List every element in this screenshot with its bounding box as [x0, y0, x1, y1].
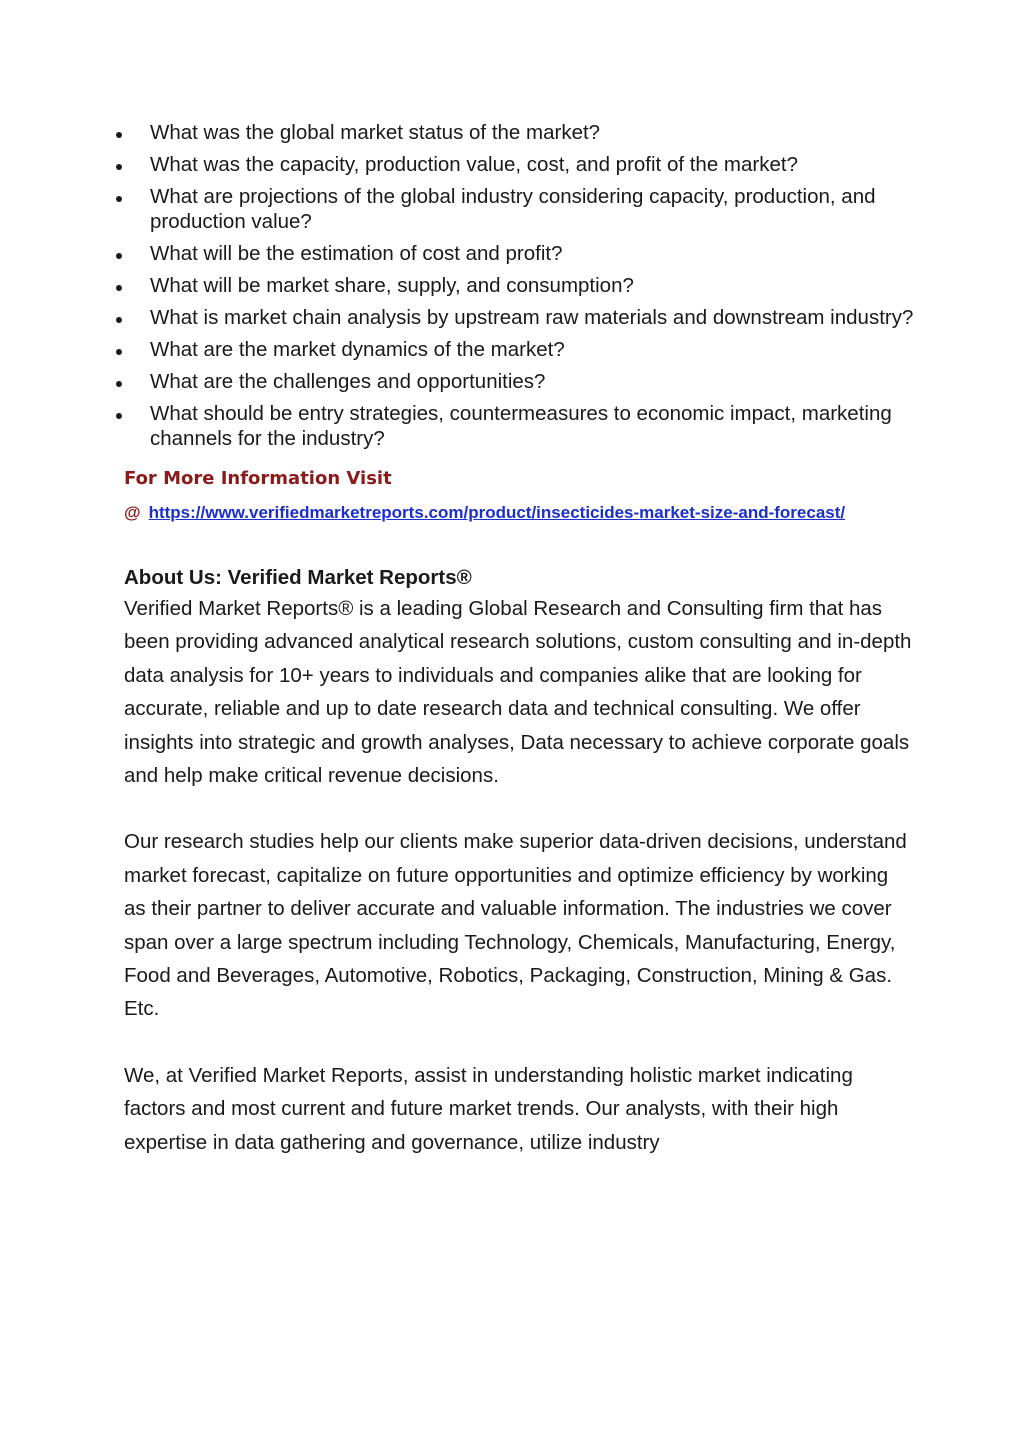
list-item: [124, 369, 914, 394]
bullet-icon: [116, 285, 122, 291]
bullet-icon: [116, 349, 122, 355]
more-info-link-line: [124, 498, 914, 528]
question-text: What are the challenges and opportunities?: [150, 370, 546, 393]
list-item: [124, 184, 914, 234]
list-item: [124, 120, 914, 145]
question-text: What was the global market status of the market?: [150, 121, 601, 144]
list-item: [124, 305, 914, 330]
list-item: [124, 337, 914, 362]
bullet-icon: [116, 381, 122, 387]
bullet-icon: [116, 196, 122, 202]
list-item: [124, 273, 914, 298]
question-text: What will be market share, supply, and consumption?: [150, 274, 634, 297]
bullet-icon: [116, 132, 122, 138]
question-text: What should be entry strategies, countermeasures to economic impact, marketing channels for the industry?: [150, 402, 892, 450]
about-title: About Us: Verified Market Reports®: [124, 566, 472, 589]
about-paragraph: Our research studies help our clients make superior data-driven decisions, understand market forecast, capitalize on future opportunities and optimize efficiency by working as their partner to deliver accurate and valuable information. The industries we cover span over a large spectrum including Technology, Chemicals, Manufacturing, Energy, Food and Beverages, Automotive, Robotics, Packaging, Construction, Mining & Gas. Etc.: [124, 830, 907, 1021]
question-text: What are projections of the global industry considering capacity, production, and production value?: [150, 185, 876, 233]
bullet-icon: [116, 164, 122, 170]
question-text: What will be the estimation of cost and profit?: [150, 242, 563, 265]
document-page: [124, 120, 914, 1159]
question-text: What are the market dynamics of the market?: [150, 338, 565, 361]
about-paragraph: We, at Verified Market Reports, assist in understanding holistic market indicating factors and most current and future market trends. Our analysts, with their high expertise in data gathering and governance, utilize industry: [124, 1063, 853, 1154]
about-paragraph: Verified Market Reports® is a leading Global Research and Consulting firm that has been providing advanced analytical research solutions, custom consulting and in-depth data analysis for 10+ years to individuals and companies alike that are looking for accurate, reliable and up to date research data and technical consulting. We offer insights into strategic and growth analyses, Data necessary to achieve corporate goals and help make critical revenue decisions.: [124, 597, 912, 788]
report-link[interactable]: https://www.verifiedmarketreports.com/product/insecticides-market-size-and-forecast/: [148, 503, 846, 522]
bullet-icon: [116, 317, 122, 323]
list-item: [124, 401, 914, 451]
list-item: [124, 152, 914, 177]
at-symbol: @: [124, 503, 141, 522]
more-info-heading: For More Information Visit: [124, 468, 392, 489]
bullet-icon: [116, 253, 122, 259]
question-text: What is market chain analysis by upstream raw materials and downstream industry?: [150, 306, 914, 329]
question-text: What was the capacity, production value, cost, and profit of the market?: [150, 153, 798, 176]
list-item: [124, 241, 914, 266]
questions-list: [124, 120, 914, 451]
bullet-icon: [116, 413, 122, 419]
